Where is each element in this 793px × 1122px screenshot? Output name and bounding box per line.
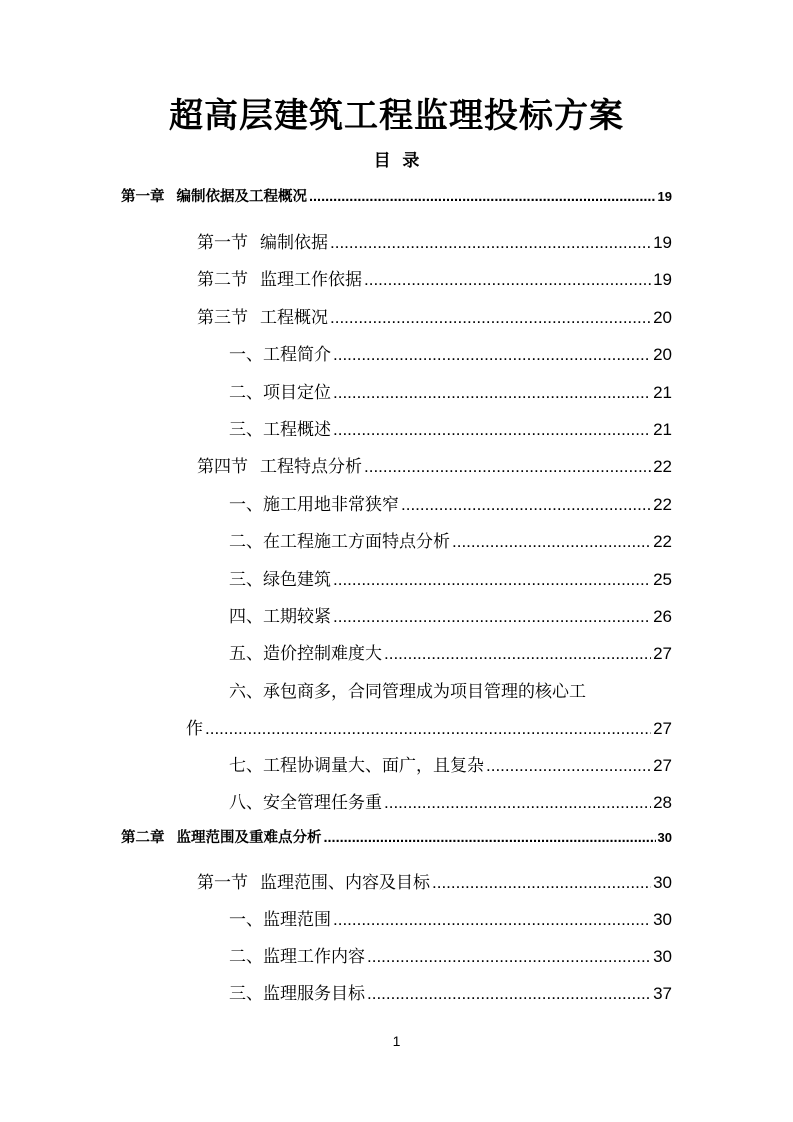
item-title: 一、工程简介 [229, 345, 331, 365]
dot-leader [205, 719, 651, 739]
item-title: 一、施工用地非常狭窄 [229, 495, 399, 515]
page-ref: 27 [653, 644, 672, 663]
page-ref: 30 [657, 830, 672, 845]
section-title: 监理工作依据 [260, 270, 362, 290]
section-title: 工程概况 [260, 308, 328, 328]
page-ref: 22 [653, 457, 672, 476]
dot-leader [486, 756, 651, 776]
toc-section-2-1[interactable] [197, 868, 672, 892]
page-ref: 22 [653, 532, 672, 551]
toc-section-1-4[interactable] [197, 452, 672, 476]
page-ref: 27 [653, 756, 672, 775]
page-ref: 20 [653, 345, 672, 364]
item-title: 三、绿色建筑 [229, 570, 331, 590]
dot-leader [309, 189, 656, 205]
section-title: 监理范围、内容及目标 [260, 873, 430, 893]
chapter-number: 第一章 [121, 189, 165, 205]
document-title: 超高层建筑工程监理投标方案 [169, 96, 624, 136]
dot-leader [333, 910, 651, 930]
toc-item-1-4-2[interactable] [229, 527, 672, 551]
dot-leader [330, 308, 651, 328]
item-title: 七、工程协调量大、面广，且复杂 [229, 756, 484, 776]
dot-leader [330, 233, 651, 253]
section-number: 第一节 [197, 233, 248, 253]
toc-item-2-1-1[interactable] [229, 905, 672, 929]
page-ref: 30 [653, 947, 672, 966]
page-ref: 21 [653, 420, 672, 439]
section-number: 第四节 [197, 457, 248, 477]
page-ref: 37 [653, 984, 672, 1003]
toc-item-1-4-7[interactable] [229, 751, 672, 775]
toc-item-2-1-3[interactable] [229, 979, 672, 1003]
toc-item-1-4-6[interactable] [186, 714, 672, 738]
toc-section-1-1[interactable] [197, 228, 672, 252]
dot-leader [384, 644, 651, 664]
page-ref: 19 [653, 270, 672, 289]
item-title: 八、安全管理任务重 [229, 793, 382, 813]
dot-leader [333, 607, 651, 627]
item-title: 三、工程概述 [229, 420, 331, 440]
item-title-continued: 作 [186, 719, 203, 739]
page-ref: 19 [653, 233, 672, 252]
toc-item-1-3-3[interactable] [229, 415, 672, 439]
section-number: 第三节 [197, 308, 248, 328]
toc-item-1-4-8[interactable] [229, 788, 672, 812]
chapter-title: 编制依据及工程概况 [176, 189, 307, 205]
toc-chapter-2[interactable] [121, 826, 672, 850]
chapter-title: 监理范围及重难点分析 [176, 830, 322, 846]
toc-item-1-4-5[interactable] [229, 639, 672, 663]
dot-leader [364, 457, 651, 477]
dot-leader [432, 873, 651, 893]
item-title: 四、工期较紧 [229, 607, 331, 627]
chapter-number: 第二章 [121, 830, 165, 846]
toc-item-1-4-3[interactable] [229, 565, 672, 589]
item-title: 三、监理服务目标 [229, 984, 365, 1004]
section-title: 编制依据 [260, 233, 328, 253]
page-ref: 26 [653, 607, 672, 626]
item-title: 五、造价控制难度大 [229, 644, 382, 664]
toc-item-1-4-4[interactable] [229, 602, 672, 626]
toc-item-1-4-6-line1[interactable]: 六、承包商多，合同管理成为项目管理的核心工 [229, 682, 586, 702]
toc-item-1-3-1[interactable] [229, 340, 672, 364]
toc-item-1-3-2[interactable] [229, 378, 672, 402]
page-ref: 28 [653, 793, 672, 812]
toc-item-2-1-2[interactable] [229, 942, 672, 966]
section-number: 第二节 [197, 270, 248, 290]
dot-leader [333, 570, 651, 590]
toc-section-1-3[interactable] [197, 303, 672, 327]
dot-leader [384, 793, 651, 813]
page-ref: 30 [653, 873, 672, 892]
item-title: 二、项目定位 [229, 383, 331, 403]
toc-chapter-1[interactable] [121, 185, 672, 209]
dot-leader [364, 270, 651, 290]
dot-leader [333, 420, 651, 440]
dot-leader [401, 495, 651, 515]
item-title: 二、在工程施工方面特点分析 [229, 532, 450, 552]
toc-item-1-4-1[interactable] [229, 490, 672, 514]
item-title: 二、监理工作内容 [229, 947, 365, 967]
dot-leader [367, 947, 651, 967]
page-ref: 22 [653, 495, 672, 514]
dot-leader [333, 345, 651, 365]
dot-leader [367, 984, 651, 1004]
page-ref: 30 [653, 910, 672, 929]
toc-heading: 目 录 [373, 151, 420, 171]
page-number: 1 [392, 1033, 401, 1049]
page-ref: 21 [653, 383, 672, 402]
section-title: 工程特点分析 [260, 457, 362, 477]
page-ref: 25 [653, 570, 672, 589]
page-ref: 27 [653, 719, 672, 738]
item-title: 一、监理范围 [229, 910, 331, 930]
page-ref: 20 [653, 308, 672, 327]
dot-leader [452, 532, 651, 552]
toc-section-1-2[interactable] [197, 265, 672, 289]
dot-leader [324, 830, 656, 846]
section-number: 第一节 [197, 873, 248, 893]
page-ref: 19 [657, 189, 672, 204]
dot-leader [333, 383, 651, 403]
